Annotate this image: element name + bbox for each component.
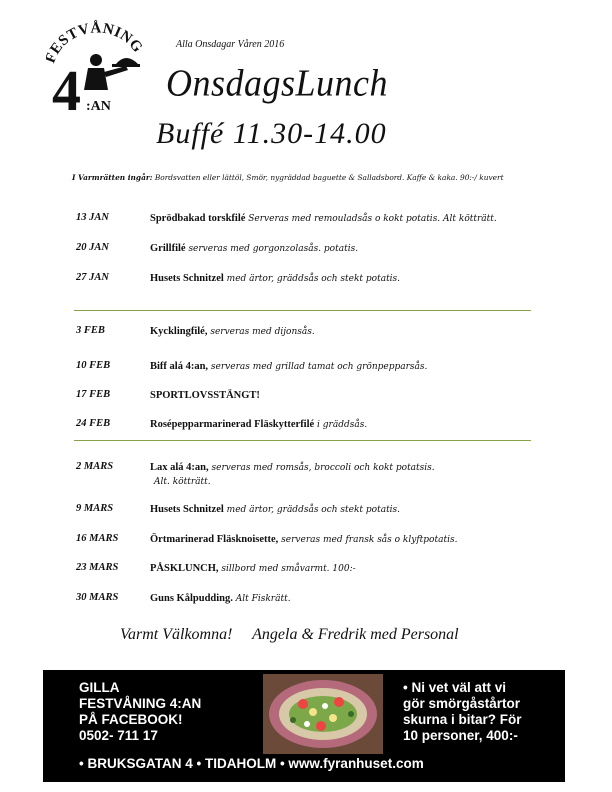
menu-dish: Guns Kålpudding. (150, 593, 233, 604)
menu-desc: serveras med dijonsås. (207, 327, 315, 337)
note-prefix: I Varmrätten ingår: (72, 173, 153, 182)
banner-offer-line: gör smörgåstårtor (403, 696, 521, 711)
divider (74, 440, 531, 441)
banner-fb-line: GILLA (79, 680, 120, 695)
banner-phone: 0502- 711 17 (79, 728, 158, 743)
menu-dish: PÅSKLUNCH, (150, 563, 219, 574)
address-line: • BRUKSGATAN 4 • TIDAHOLM • www.fyranhuset.com (79, 756, 424, 771)
festvaning-logo (46, 20, 146, 120)
menu-date: 17 FEB (76, 389, 111, 400)
menu-desc: med ärtor, gräddsås och stekt potatis. (223, 505, 401, 515)
menu-date: 23 MARS (76, 562, 119, 573)
sandwich-cake-photo (263, 674, 383, 754)
page-title: OnsdagsLunch (166, 62, 389, 104)
menu-date: 27 JAN (76, 272, 109, 283)
promo-banner (43, 670, 565, 782)
menu-date: 13 JAN (76, 212, 109, 223)
menu-date: 24 FEB (76, 418, 111, 429)
menu-dish: Grillfilé (150, 243, 186, 254)
buffet-time: Buffé 11.30-14.00 (156, 117, 387, 150)
banner-offer-line: • Ni vet väl att vi (403, 680, 507, 695)
season-subtitle: Alla Onsdagar Våren 2016 (176, 39, 285, 50)
welcome-signature: Varmt Välkomna! Angela & Fredrik med Personal (120, 626, 459, 643)
facebook-block (79, 680, 201, 744)
menu-dish: Lax alá 4:an, (150, 462, 209, 473)
menu-date: 10 FEB (76, 360, 111, 371)
menu-desc: serveras med grillad tamat och grönpepparsås. (208, 362, 428, 372)
menu-dish: Kycklingfilé, (150, 326, 208, 337)
included-note (72, 173, 572, 182)
menu-desc: sillbord med småvarmt. 100:- (218, 564, 356, 574)
banner-fb-line: PÅ FACEBOOK! (79, 712, 183, 727)
menu-desc: med ärtor, gräddsås och stekt potatis. (223, 274, 401, 284)
menu-desc-line2: Alt. kötträtt. (154, 477, 211, 487)
menu-date: 3 FEB (76, 325, 105, 336)
logo-big-text: 4 (52, 58, 81, 120)
menu-dish: Biff alá 4:an, (150, 361, 209, 372)
menu-date: 16 MARS (76, 533, 119, 544)
smorgastarta-offer (403, 680, 522, 744)
menu-dish: Husets Schnitzel (150, 273, 224, 284)
menu-dish: Rosépepparmarinerad Fläskytterfilé (150, 419, 315, 430)
menu-desc: serveras med gorgonzolasås. potatis. (185, 244, 359, 254)
note-text: Bordsvatten eller lättöl, Smör, nygräddad baguette & Salladsbord. Kaffe & kaka. 90:-/ kuvert (152, 173, 504, 182)
menu-date: 9 MARS (76, 503, 114, 514)
menu-dish: Örtmarinerad Fläsknoisette, (150, 534, 279, 545)
banner-offer-line: skurna i bitar? För (403, 712, 522, 727)
logo-small-text: :AN (86, 99, 111, 114)
menu-desc: serveras med fransk sås o klyftpotatis. (278, 535, 458, 545)
menu-date: 20 JAN (76, 242, 109, 253)
menu-dish: SPORTLOVSSTÄNGT! (150, 390, 260, 401)
menu-desc: Alt Fiskrätt. (232, 594, 291, 604)
banner-offer-line: 10 personer, 400:- (403, 728, 518, 743)
menu-desc: Serveras med remouladsås o kokt potatis. Alt kötträtt. (245, 214, 497, 224)
menu-date: 30 MARS (76, 592, 119, 603)
divider (74, 310, 531, 311)
menu-date: 2 MARS (76, 461, 114, 472)
logo-arc-text: ESTVÅNING (47, 20, 146, 58)
menu-dish: Sprödbakad torskfilé (150, 213, 246, 224)
banner-fb-line: FESTVÅNING 4:AN (79, 696, 202, 711)
menu-desc: i gräddsås. (314, 420, 368, 430)
menu-dish: Husets Schnitzel (150, 504, 224, 515)
menu-desc: serveras med romsås, broccoli och kokt potatsis. (208, 463, 435, 473)
